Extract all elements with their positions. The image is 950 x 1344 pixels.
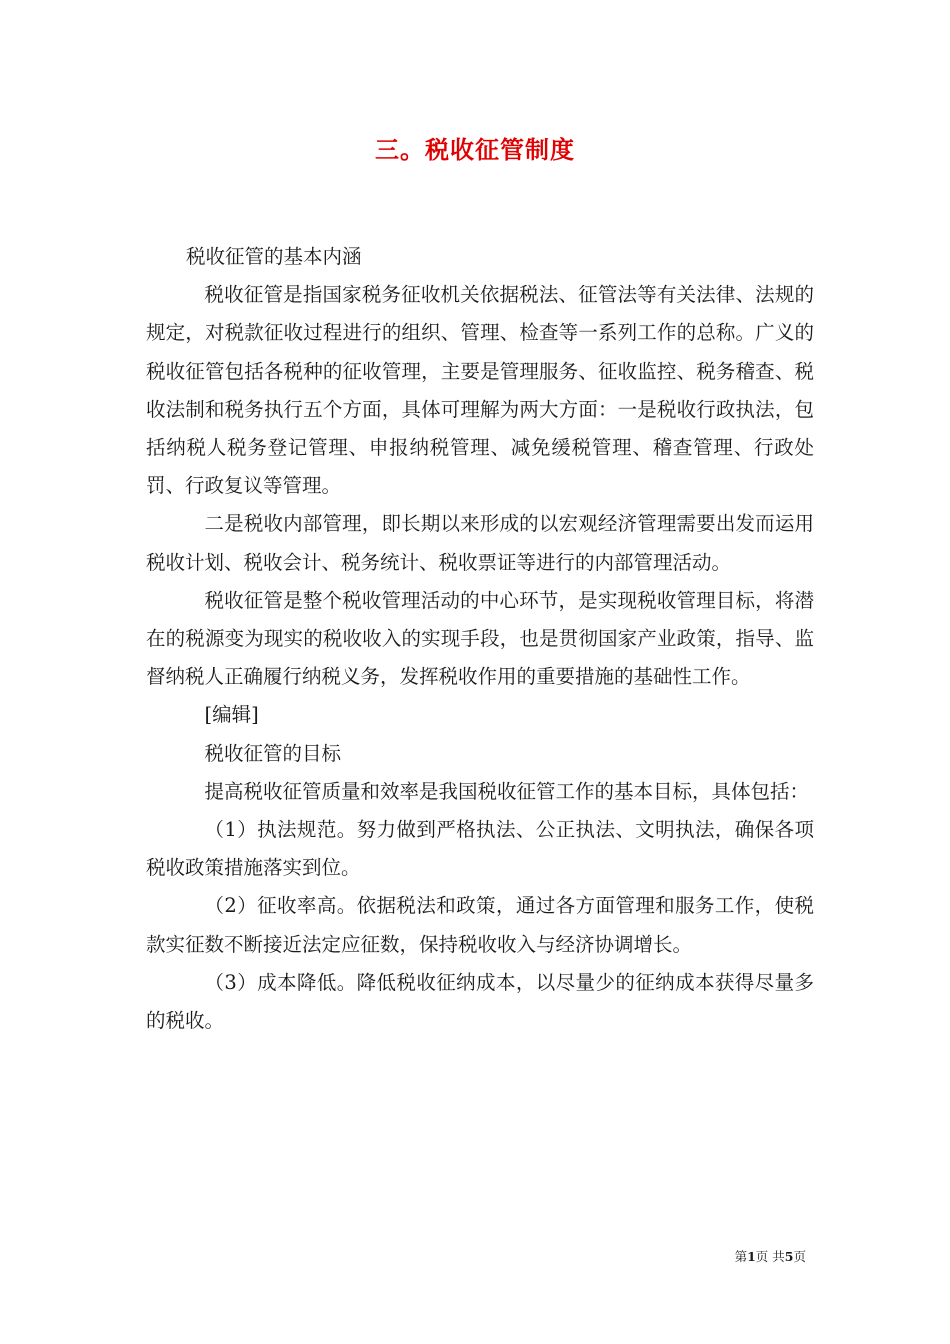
section-heading-goals: 税收征管的目标 (204, 741, 342, 765)
paragraph-goals-intro: 提高税收征管质量和效率是我国税收征管工作的基本目标，具体包括： (204, 779, 810, 803)
paragraph-internal-management: 二是税收内部管理，即长期以来形成的以宏观经济管理需要出发而运用税收计划、税收会计、税务统计、税收票证等进行的内部管理活动。 (146, 512, 814, 574)
paragraph-definition: 税收征管是指国家税务征收机关依据税法、征管法等有关法律、法规的规定，对税款征收过程进行的组织、管理、检查等一系列工作的总称。广义的税收征管包括各税种的征收管理，主要是管理服务、征收监控、税务稽查、税收法制和税务执行五个方面，具体可理解为两大方面：一是税收行政执法，包括纳税人税务登记管理、申报纳税管理、减免缓税管理、稽查管理、行政处罚、行政复议等管理。 (146, 283, 814, 498)
footer-prefix: 第 (734, 1249, 748, 1264)
page-title: 三。税收征管制度 (375, 136, 575, 164)
list-item-goal-2: （2）征收率高。依据税法和政策，通过各方面管理和服务工作，使税款实征数不断接近法定应征数，保持税收收入与经济协调增长。 (146, 894, 814, 956)
section-heading-basic-meaning: 税收征管的基本内涵 (186, 245, 362, 268)
paragraph-central-role: 税收征管是整个税收管理活动的中心环节，是实现税收管理目标，将潜在的税源变为现实的税收收入的实现手段，也是贯彻国家产业政策，指导、监督纳税人正确履行纳税义务，发挥税收作用的重要措施的基础性工作。 (146, 588, 814, 689)
edit-link: [编辑] (204, 703, 259, 727)
list-item-goal-1: （1）执法规范。努力做到严格执法、公正执法、文明执法，确保各项税收政策措施落实到位。 (146, 818, 814, 880)
document-body (146, 238, 814, 1040)
list-item-goal-3: （3）成本降低。降低税收征纳成本，以尽量少的征纳成本获得尽量多的税收。 (146, 970, 814, 1033)
footer-middle: 页 共 (755, 1249, 785, 1264)
footer-total-pages: 5 (784, 1249, 794, 1264)
footer-suffix: 页 (793, 1249, 806, 1264)
footer-current-page: 1 (747, 1249, 756, 1264)
page-number-footer (735, 1247, 806, 1265)
